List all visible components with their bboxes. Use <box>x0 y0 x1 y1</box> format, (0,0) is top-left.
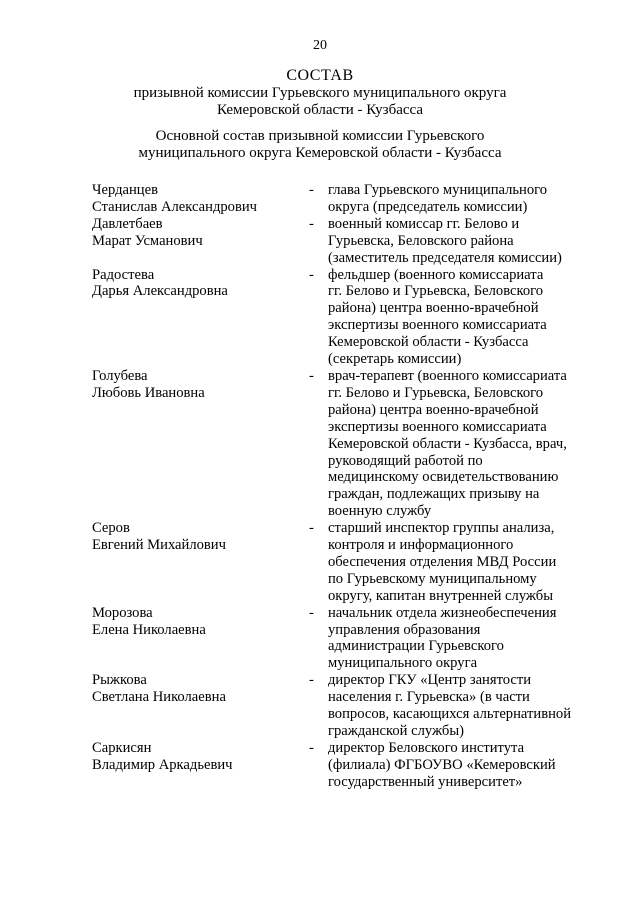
member-position-line: директор Беловского института <box>328 739 525 756</box>
member-position-line: (секретарь комиссии) <box>328 351 462 368</box>
member-position-line: фельдшер (военного комиссариата <box>328 266 544 283</box>
member-position <box>328 267 592 368</box>
member-row <box>92 740 592 791</box>
member-position-line: гг. Белово и Гурьевска, Беловского <box>328 283 544 300</box>
member-position-line: района) центра военно-врачебной <box>328 401 539 418</box>
section-heading-line-1: Основной состав призывной комиссии Гурьевского <box>155 128 485 144</box>
member-name <box>92 182 309 216</box>
member-name <box>92 368 309 520</box>
page-number: 20 <box>313 38 327 53</box>
section-heading <box>0 128 640 162</box>
member-surname: Морозова <box>92 604 153 621</box>
member-given-names: Евгений Михайлович <box>92 537 226 554</box>
section-heading-line-2: муниципального округа Кемеровской области - Кузбасса <box>138 145 502 161</box>
member-position-line: (филиала) ФГБОУВО «Кемеровский <box>328 756 556 773</box>
member-dash: - <box>309 266 314 283</box>
member-position-line: директор ГКУ «Центр занятости <box>328 672 532 689</box>
member-dash: - <box>309 367 314 384</box>
member-given-names: Елена Николаевна <box>92 621 206 638</box>
member-surname: Саркисян <box>92 739 152 756</box>
member-position-line: гражданской службы) <box>328 723 464 739</box>
member-position-line: государственный университет» <box>328 773 523 790</box>
member-position-line: населения г. Гурьевска» (в части <box>328 689 530 706</box>
member-given-names: Дарья Александровна <box>92 283 228 300</box>
member-position <box>328 182 592 216</box>
member-position-line: экспертизы военного комиссариата <box>328 418 547 435</box>
member-surname: Черданцев <box>92 182 158 198</box>
member-name <box>92 267 309 368</box>
member-position-line: округа (председатель комиссии) <box>328 198 528 215</box>
member-position-line: контроля и информационного <box>328 537 514 554</box>
member-position-line: руководящий работой по <box>328 452 483 469</box>
member-position <box>328 740 592 791</box>
member-position <box>328 672 592 740</box>
member-name <box>92 672 309 740</box>
title-line-2: призывной комиссии Гурьевского муниципального округа <box>133 85 507 101</box>
member-name <box>92 216 309 267</box>
member-surname: Серов <box>92 520 130 537</box>
title-line-3: Кемеровской области - Кузбасса <box>216 102 424 118</box>
member-row <box>92 368 592 520</box>
member-dash: - <box>309 520 314 537</box>
member-position-line: по Гурьевскому муниципальному <box>328 570 537 587</box>
title-line-1: СОСТАВ <box>286 67 354 84</box>
member-position <box>328 605 592 673</box>
member-name <box>92 520 309 605</box>
member-position-line: медицинскому освидетельствованию <box>328 469 559 486</box>
member-row <box>92 605 592 673</box>
member-surname: Радостева <box>92 266 155 283</box>
member-position-line: управления образования <box>328 621 481 638</box>
member-position <box>328 368 592 520</box>
member-position-line: вопросов, касающихся альтернативной <box>328 706 572 723</box>
member-position-line: военный комиссар гг. Белово и <box>328 215 520 232</box>
member-position-line: Кемеровской области - Кузбасса, врач, <box>328 435 567 452</box>
member-position-line: Гурьевска, Беловского района <box>328 232 514 249</box>
member-row <box>92 672 592 740</box>
member-given-names: Светлана Николаевна <box>92 689 226 706</box>
member-dash: - <box>309 604 314 621</box>
member-row <box>92 267 592 368</box>
member-given-names: Марат Усманович <box>92 232 203 249</box>
member-position-line: (заместитель председателя комиссии) <box>328 249 562 266</box>
member-row <box>92 182 592 216</box>
member-position <box>328 216 592 267</box>
member-position-line: округу, капитан внутренней службы <box>328 587 554 604</box>
member-name <box>92 740 309 791</box>
member-position-line: муниципального округа <box>328 655 478 672</box>
member-given-names: Владимир Аркадьевич <box>92 756 233 773</box>
member-surname: Давлетбаев <box>92 215 163 232</box>
member-position-line: Кемеровской области - Кузбасса <box>328 334 529 351</box>
member-given-names: Станислав Александрович <box>92 198 257 215</box>
member-given-names: Любовь Ивановна <box>92 384 205 401</box>
member-dash: - <box>309 672 314 689</box>
member-dash: - <box>309 739 314 756</box>
member-dash: - <box>309 215 314 232</box>
member-position-line: района) центра военно-врачебной <box>328 300 539 317</box>
member-name <box>92 605 309 673</box>
member-position-line: экспертизы военного комиссариата <box>328 317 547 334</box>
member-position <box>328 520 592 605</box>
member-position-line: старший инспектор группы анализа, <box>328 520 555 537</box>
member-row <box>92 520 592 605</box>
member-row <box>92 216 592 267</box>
member-position-line: гг. Белово и Гурьевска, Беловского <box>328 384 544 401</box>
member-position-line: обеспечения отделения МВД России <box>328 553 557 570</box>
document-title <box>0 66 640 119</box>
member-position-line: граждан, подлежащих призыву на <box>328 486 540 503</box>
member-position-line: врач-терапевт (военного комиссариата <box>328 367 567 384</box>
member-position-line: администрации Гурьевского <box>328 638 504 655</box>
member-position-line: военную службу <box>328 503 432 520</box>
member-dash: - <box>309 182 314 198</box>
member-position-line: глава Гурьевского муниципального <box>328 182 548 198</box>
member-position-line: начальник отдела жизнеобеспечения <box>328 604 557 621</box>
member-list <box>92 182 592 791</box>
member-surname: Рыжкова <box>92 672 147 689</box>
member-surname: Голубева <box>92 367 148 384</box>
